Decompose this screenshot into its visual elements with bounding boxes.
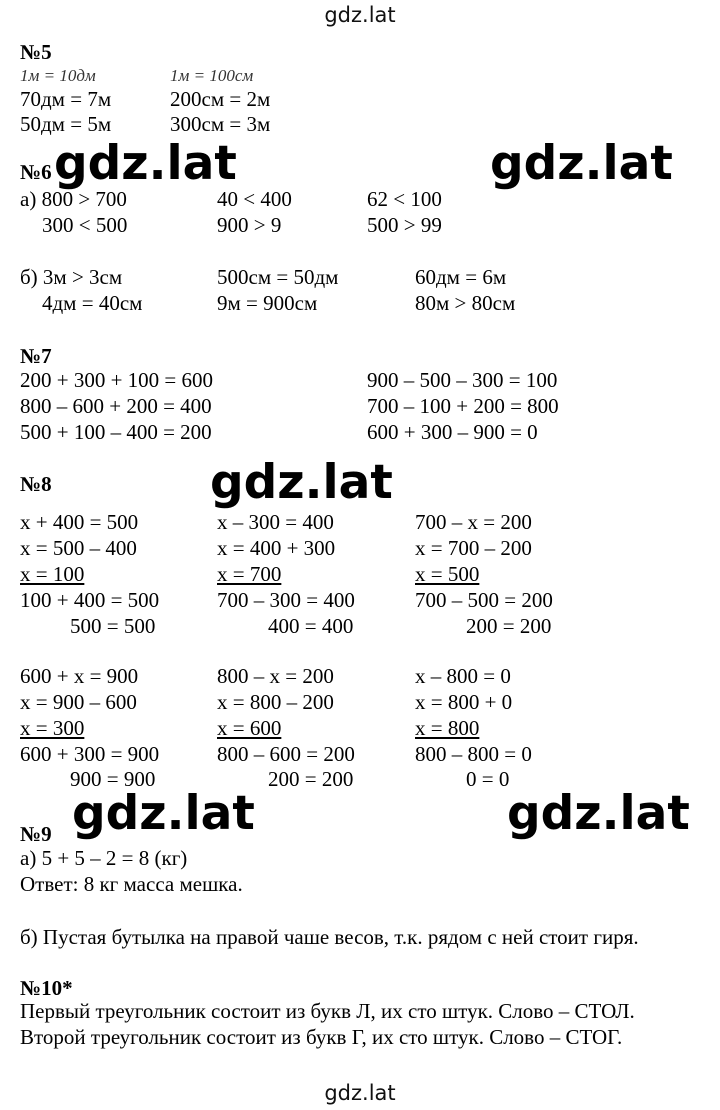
- task-8-title: №8: [20, 472, 52, 496]
- task-6-a-line: 300 < 500: [42, 213, 128, 237]
- task-6-b-line: 60дм = 6м: [415, 265, 507, 289]
- task-8-line: 800 – x = 200: [217, 664, 334, 688]
- task-6-title: №6: [20, 160, 52, 184]
- task-6-a-line: 62 < 100: [367, 187, 442, 211]
- task-6-a-line: а) 800 > 700: [20, 187, 127, 211]
- task-6-b-line: 80м > 80см: [415, 291, 516, 315]
- task-8-line: x = 900 – 600: [20, 690, 137, 714]
- task-8-line: x + 400 = 500: [20, 510, 139, 534]
- task-8-check: 400 = 400: [268, 614, 354, 638]
- task-5-title: №5: [20, 40, 52, 64]
- task-8-line: x – 300 = 400: [217, 510, 334, 534]
- task-6-b-line: 4дм = 40см: [42, 291, 143, 315]
- task-8-answer: x = 800: [415, 716, 480, 740]
- task-6-b-line: 500см = 50дм: [217, 265, 339, 289]
- task-9-b: б) Пустая бутылка на правой чаше весов, т.к. рядом с ней стоит гиря.: [20, 925, 639, 949]
- task-5-line: 200см = 2м: [170, 87, 271, 111]
- task-8-check: 200 = 200: [466, 614, 552, 638]
- task-8-line: x = 800 + 0: [415, 690, 513, 714]
- task-6-a-line: 40 < 400: [217, 187, 292, 211]
- watermark: gdz.lat: [490, 136, 673, 191]
- task-9-title: №9: [20, 822, 52, 846]
- task-8-line: x = 500 – 400: [20, 536, 137, 560]
- watermark: gdz.lat: [507, 786, 690, 841]
- task-7-line: 700 – 100 + 200 = 800: [367, 394, 559, 418]
- task-5-hint-dm: 1м = 10дм: [20, 66, 96, 85]
- task-8-check: 800 – 800 = 0: [415, 742, 532, 766]
- task-8-line: 700 – x = 200: [415, 510, 532, 534]
- task-8-line: x = 700 – 200: [415, 536, 532, 560]
- task-8-answer: x = 100: [20, 562, 85, 586]
- task-7-line: 900 – 500 – 300 = 100: [367, 368, 558, 392]
- task-8-check: 500 = 500: [70, 614, 156, 638]
- task-8-line: 600 + x = 900: [20, 664, 139, 688]
- task-8-check: 700 – 500 = 200: [415, 588, 553, 612]
- task-8-check: 700 – 300 = 400: [217, 588, 355, 612]
- task-9-answer: Ответ: 8 кг масса мешка.: [20, 872, 243, 896]
- task-7-title: №7: [20, 344, 52, 368]
- watermark: gdz.lat: [210, 455, 393, 510]
- task-8-line: x = 400 + 300: [217, 536, 336, 560]
- task-8-check: 200 = 200: [268, 767, 354, 791]
- watermark: gdz.lat: [54, 136, 237, 191]
- task-9-a: а) 5 + 5 – 2 = 8 (кг): [20, 846, 188, 870]
- task-10-title: №10*: [20, 976, 73, 1000]
- task-5-hint-cm: 1м = 100см: [170, 66, 254, 85]
- task-5-line: 300см = 3м: [170, 112, 271, 136]
- task-7-line: 800 – 600 + 200 = 400: [20, 394, 212, 418]
- task-8-answer: x = 600: [217, 716, 282, 740]
- task-10-line: Второй треугольник состоит из букв Г, их сто штук. Слово – СТОГ.: [20, 1025, 623, 1049]
- task-6-a-line: 900 > 9: [217, 213, 282, 237]
- task-5-line: 70дм = 7м: [20, 87, 112, 111]
- task-6-b-line: 9м = 900см: [217, 291, 318, 315]
- task-8-check: 100 + 400 = 500: [20, 588, 160, 612]
- task-7-line: 500 + 100 – 400 = 200: [20, 420, 212, 444]
- task-8-line: x = 800 – 200: [217, 690, 334, 714]
- task-8-answer: x = 300: [20, 716, 85, 740]
- task-8-line: x – 800 = 0: [415, 664, 511, 688]
- watermark: gdz.lat: [72, 786, 255, 841]
- task-8-check: 800 – 600 = 200: [217, 742, 355, 766]
- task-6-b-line: б) 3м > 3см: [20, 265, 123, 289]
- task-5-line: 50дм = 5м: [20, 112, 112, 136]
- task-6-a-line: 500 > 99: [367, 213, 442, 237]
- task-8-answer: x = 700: [217, 562, 282, 586]
- task-10-line: Первый треугольник состоит из букв Л, их сто штук. Слово – СТОЛ.: [20, 999, 635, 1023]
- task-7-line: 600 + 300 – 900 = 0: [367, 420, 538, 444]
- site-footer: gdz.lat: [324, 1081, 396, 1105]
- task-8-check: 900 = 900: [70, 767, 156, 791]
- site-header: gdz.lat: [324, 3, 396, 27]
- task-8-check: 0 = 0: [466, 767, 510, 791]
- task-8-answer: x = 500: [415, 562, 480, 586]
- task-8-check: 600 + 300 = 900: [20, 742, 160, 766]
- task-7-line: 200 + 300 + 100 = 600: [20, 368, 214, 392]
